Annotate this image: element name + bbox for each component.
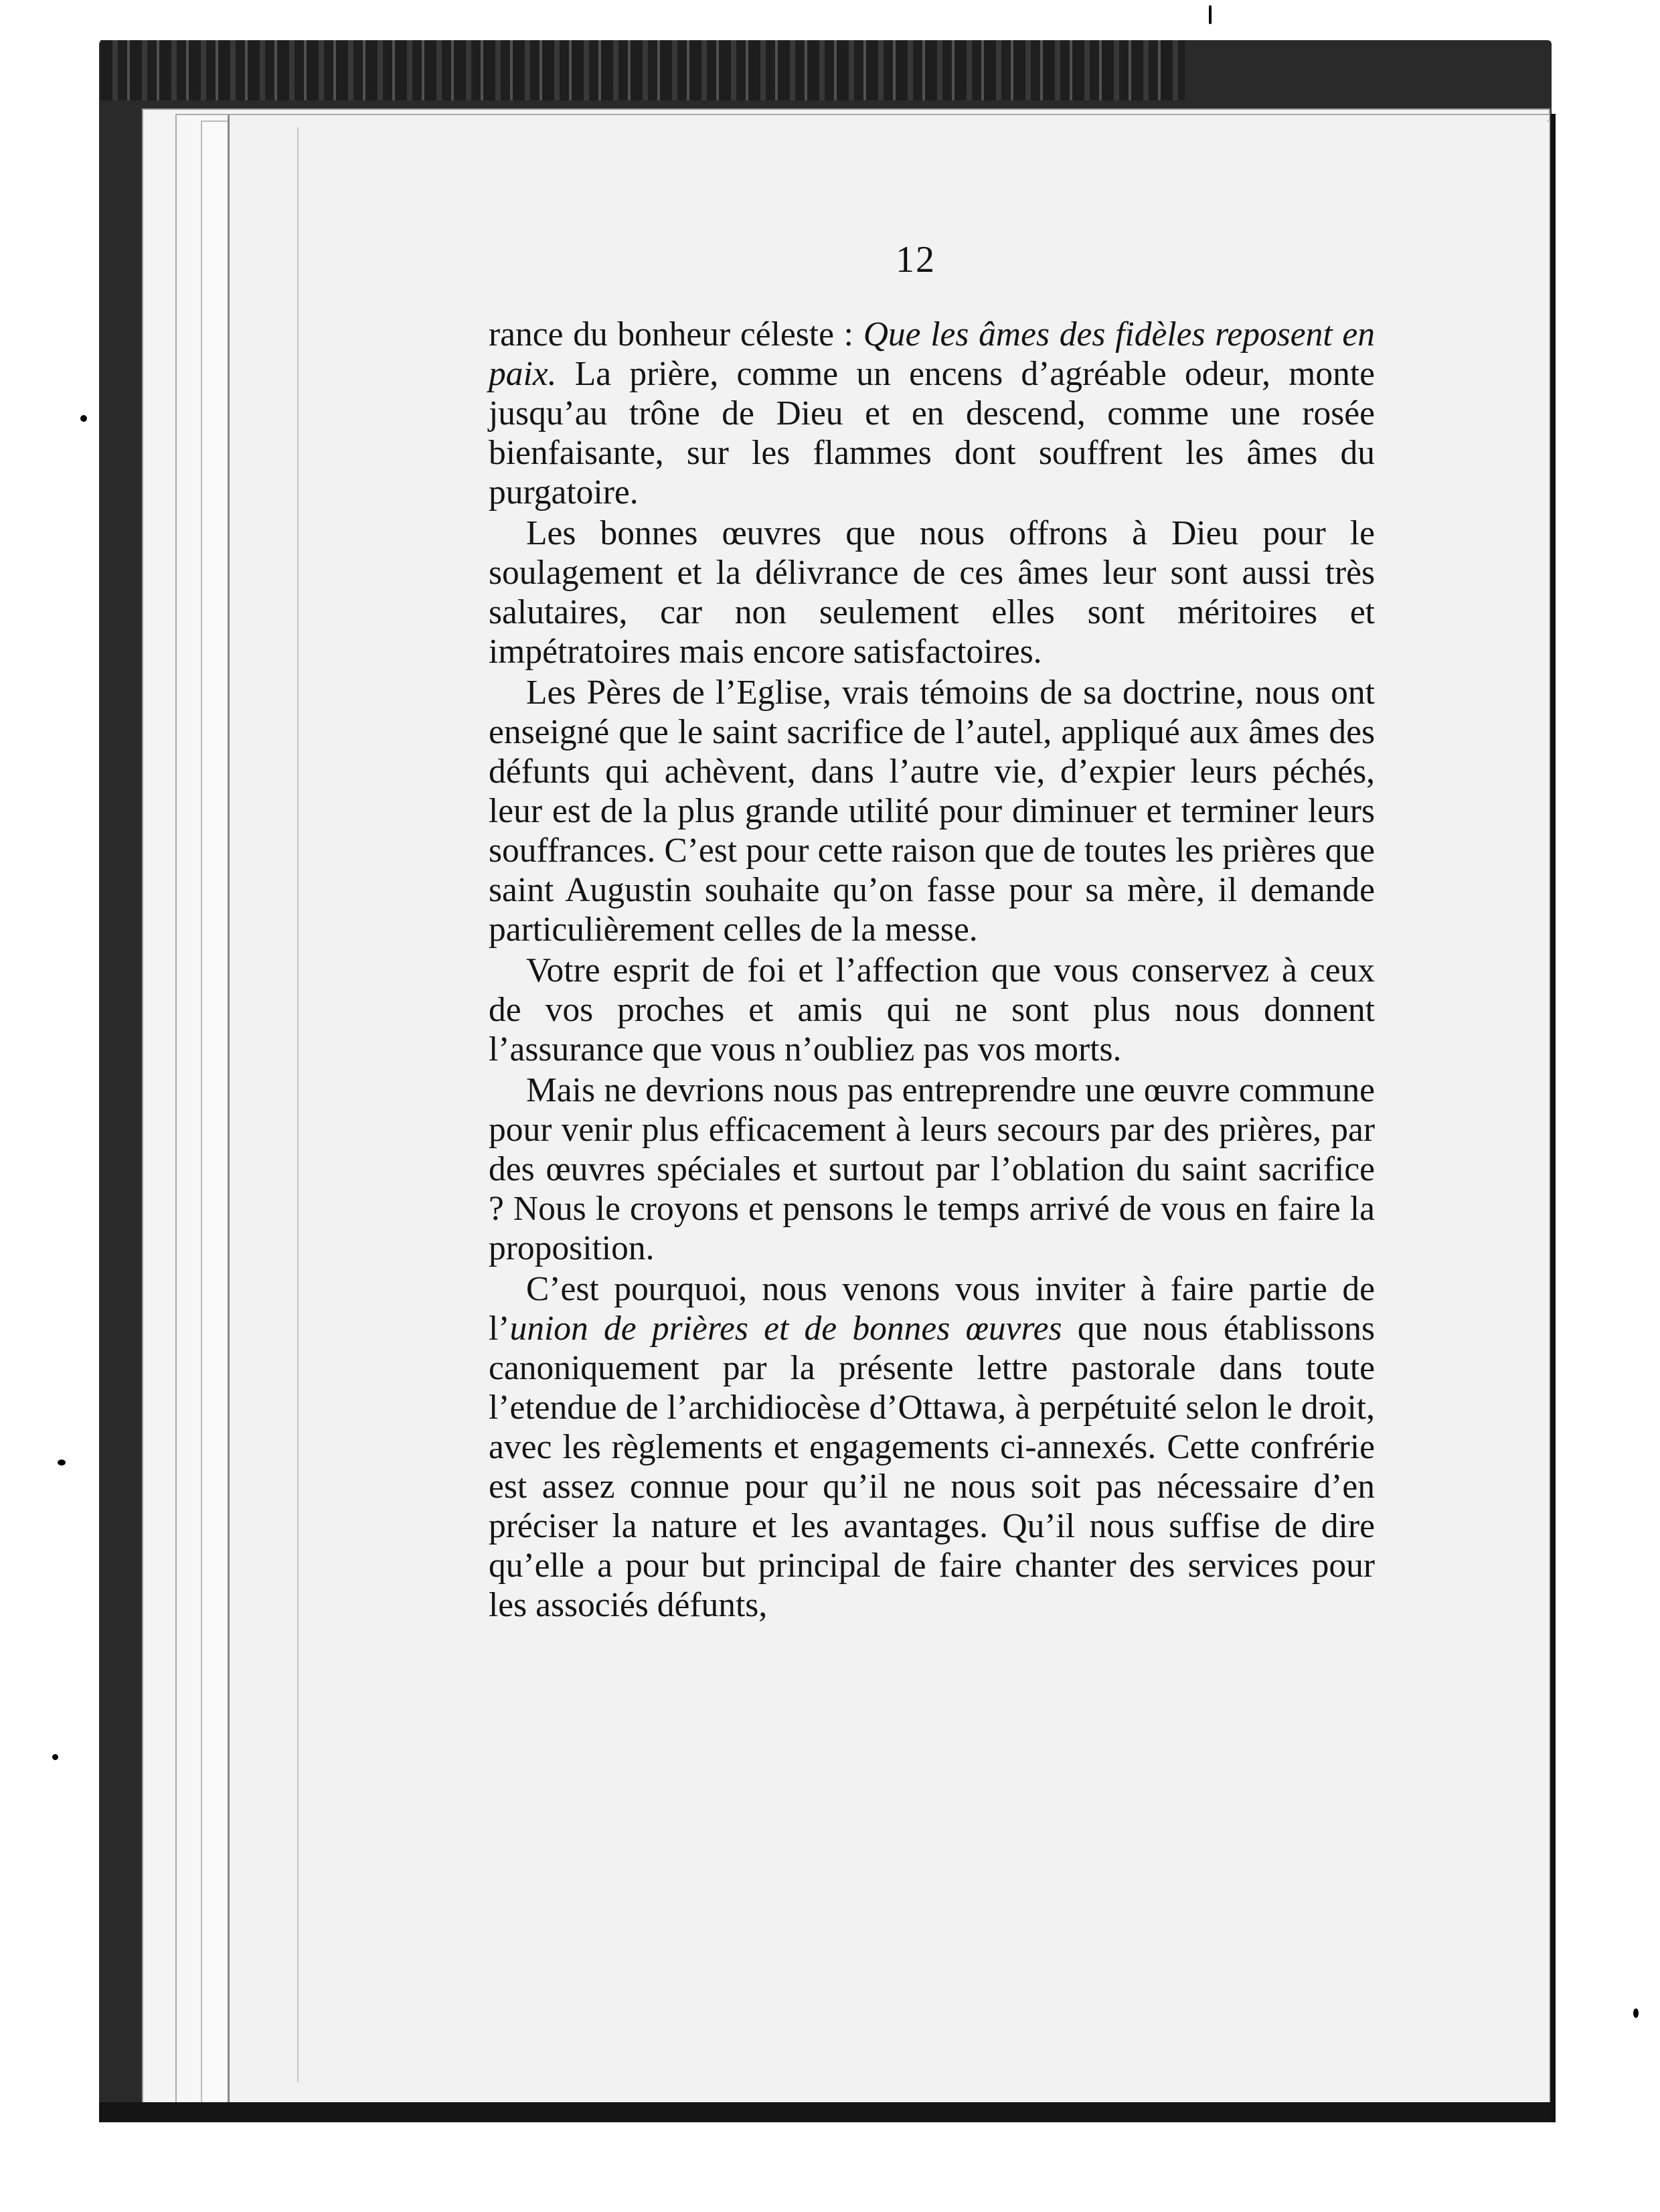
dust-speck xyxy=(58,1459,66,1466)
paragraph xyxy=(489,1071,1375,1268)
italic-phrase: Que les âmes des fidèles reposent en paix. xyxy=(489,315,1375,393)
dust-speck xyxy=(80,415,87,422)
paragraph xyxy=(489,1269,1375,1625)
text-run: Les bonnes œuvres que nous offrons à Dieu pour le soulagement et la délivrance de ces âmes leur sont aussi très salutaires, car non seulement elles sont méritoires et impétratoires mais encore satisfactoires. xyxy=(489,514,1375,671)
text-run: que nous établissons canoniquement par la présente lettre pastorale dans toute l’etendue de l’archidiocèse d’Ottawa, à perpétuité selon le droit, avec les règlements et engagements ci-annexés. Cette confrérie est assez connue pour qu’il ne nous soit pas nécessaire d’en préciser la nature et les avantages. Qu’il nous suffise de dire qu’elle a pour but principal de faire chanter des services pour les associés défunts, xyxy=(489,1310,1375,1624)
page-number: 12 xyxy=(896,239,936,281)
paragraph xyxy=(489,673,1375,949)
page-right-edge xyxy=(1550,114,1556,2122)
dust-speck xyxy=(1209,5,1212,24)
paragraph xyxy=(489,951,1375,1069)
text-run: La prière, comme un encens d’agréable odeur, monte jusqu’au trône de Dieu et en descend, comme une rosée bienfaisante, sur les flammes dont souffrent les âmes du purgatoire. xyxy=(489,355,1375,511)
dust-speck xyxy=(52,1754,58,1760)
text-run: Mais ne devrions nous pas entreprendre une œuvre commune pour venir plus efficacement à leurs secours par des prières, par des œuvres spéciales et surtout par l’oblation du saint sacrifice ? Nous le croyons et pensons le temps arrivé de vous en faire la proposition. xyxy=(489,1071,1375,1267)
text-run: C’est pourquoi, nous venons vous inviter à faire partie de l’ xyxy=(489,1270,1375,1348)
dust-speck xyxy=(1633,2008,1639,2018)
binding-bottom-edge xyxy=(99,2102,1552,2122)
text-run: Votre esprit de foi et l’affection que vous conservez à ceux de vos proches et amis qui ne sont plus nous donnent l’assurance que vous n’oubliez pas vos morts. xyxy=(489,951,1375,1069)
italic-phrase: union de prières et de bonnes œuvres xyxy=(509,1310,1062,1348)
paragraph xyxy=(489,514,1375,672)
body-text xyxy=(489,315,1375,1625)
text-run: rance du bonheur céleste : xyxy=(489,315,863,353)
paragraph xyxy=(489,315,1375,512)
page-fold-line xyxy=(297,127,299,2082)
binding-top-edge xyxy=(100,40,1185,100)
text-run: Les Pères de l’Eglise, vrais témoins de sa doctrine, nous ont enseigné que le saint sacrifice de l’autel, appliqué aux âmes des défunts qui achèvent, dans l’autre vie, d’expier leurs péchés, leur est de la plus grande utilité pour diminuer et terminer leurs souffrances. C’est pour cette raison que de toutes les prières que saint Augustin souhaite qu’on fasse pour sa mère, il demande particulièrement celles de la messe. xyxy=(489,674,1375,949)
